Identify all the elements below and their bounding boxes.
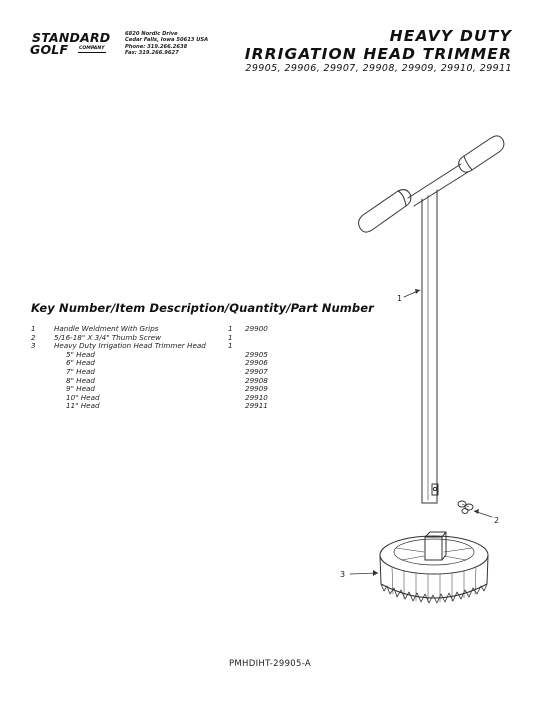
part-number: 29900 <box>245 324 268 333</box>
thumb-screw <box>458 501 473 514</box>
parts-list <box>31 324 331 410</box>
key-number: 1 <box>31 324 36 333</box>
logo-line1: STANDARD <box>32 30 111 45</box>
item-description: 7" Head <box>66 366 95 376</box>
item-description: Handle Weldment With Grips <box>54 324 159 333</box>
item-description: 5/16-18" X 3/4" Thumb Screw <box>54 332 161 342</box>
parts-row <box>31 393 331 402</box>
part-number: 29911 <box>245 401 268 411</box>
trimmer-head <box>380 532 488 603</box>
key-number: 2 <box>31 332 36 342</box>
parts-list-header: Key Number/Item Description/Quantity/Part Number <box>31 301 374 315</box>
handle-shaft <box>422 190 438 503</box>
parts-row <box>31 367 331 376</box>
callout-3: 3 <box>340 570 346 579</box>
title-line1: HEAVY DUTY <box>389 27 512 45</box>
item-description: 11" Head <box>66 401 100 411</box>
logo-line2: GOLF <box>30 42 69 57</box>
part-number: 29905 <box>245 349 268 359</box>
part-number: 29907 <box>245 366 268 376</box>
logo-tag: COMPANY <box>79 46 105 51</box>
quantity: 1 <box>228 324 233 333</box>
item-description: 6" Head <box>66 358 95 368</box>
title-line2: IRRIGATION HEAD TRIMMER <box>244 45 512 63</box>
item-description: Heavy Duty Irrigation Head Trimmer Head <box>54 341 206 351</box>
parts-row <box>31 350 331 359</box>
parts-row <box>31 341 331 350</box>
leader-arrowheads <box>373 289 479 576</box>
left-grip <box>359 190 411 233</box>
address-line: Phone: 319.266.2638 <box>125 43 188 50</box>
parts-row <box>31 376 331 385</box>
item-description: 8" Head <box>66 375 95 385</box>
parts-row <box>31 401 331 410</box>
handle-crossbar <box>408 164 468 206</box>
address-line: Fax: 319.266.9627 <box>125 49 179 56</box>
parts-row <box>31 324 331 333</box>
quantity: 1 <box>228 332 233 342</box>
part-number: 29910 <box>245 392 268 402</box>
callout-1: 1 <box>397 294 403 303</box>
address-line: Cedar Falls, Iowa 50613 USA <box>125 37 209 44</box>
part-number: 29909 <box>245 384 268 394</box>
key-number: 3 <box>31 341 36 351</box>
callout-2: 2 <box>494 516 500 525</box>
parts-row <box>31 333 331 342</box>
title-part-numbers: 29905, 29906, 29907, 29908, 29909, 29910, 29911 <box>245 63 512 74</box>
item-description: 9" Head <box>66 384 95 394</box>
address-line: 6820 Nordic Drive <box>125 31 178 37</box>
parts-row <box>31 384 331 393</box>
right-grip <box>459 136 504 172</box>
leader-lines <box>350 290 492 574</box>
item-description: 5" Head <box>66 349 95 359</box>
item-description: 10" Head <box>66 392 100 402</box>
part-number: 29906 <box>245 358 268 368</box>
quantity: 1 <box>228 341 233 351</box>
parts-row <box>31 358 331 367</box>
document-number: PMHDIHT-29905-A <box>228 659 311 669</box>
part-number: 29908 <box>245 375 268 385</box>
